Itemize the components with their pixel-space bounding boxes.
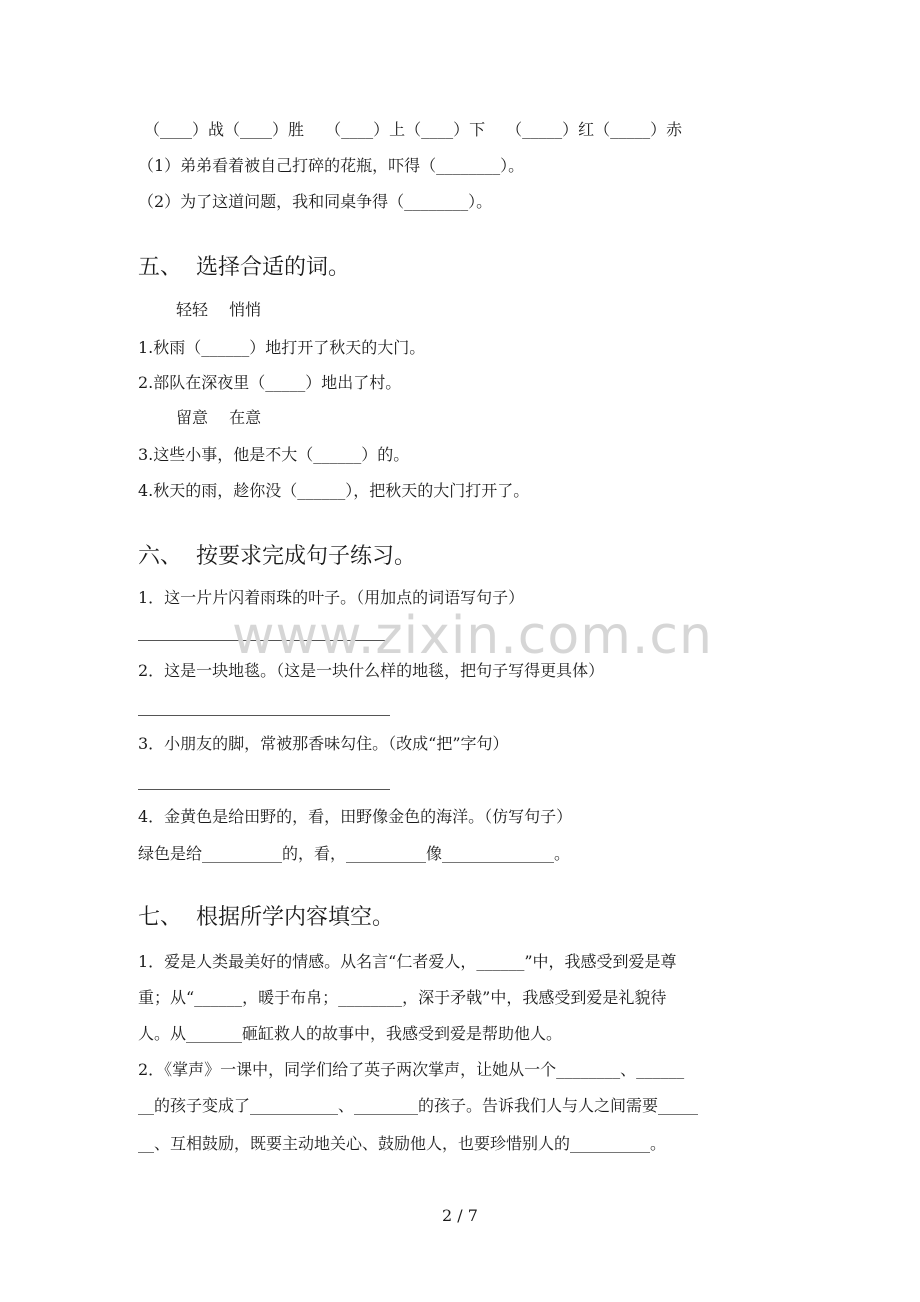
section-5-item: 3.这些小事，他是不大（______）的。 (138, 445, 410, 464)
section-7-line: 2．《掌声》一课中，同学们给了英子两次掌声，让她从一个________、______ (138, 1060, 685, 1079)
section-7-line: 人。从_______砸缸救人的故事中，我感受到爱是帮助他人。 (138, 1024, 563, 1043)
section-7-line: 重；从“______，暖于布帛；________，深于矛戟”中，我感受到爱是礼貌待 (138, 988, 667, 1007)
section-6-item: 1．这一片片闪着雨珠的叶子。（用加点的词语写句子） (138, 588, 525, 607)
section-6-item: 3．小朋友的脚，常被那香味勾住。（改成“把”字句） (138, 734, 509, 753)
answer-line[interactable] (138, 715, 390, 716)
section-6-fill-in: 绿色是给__________的，看，__________像______________。 (138, 844, 571, 863)
section-5-word-choices-1: 轻轻 悄悄 (176, 300, 262, 319)
section-5-item: 2.部队在深夜里（_____）地出了村。 (138, 373, 402, 392)
section-5-item: 1.秋雨（______）地打开了秋天的大门。 (138, 338, 426, 357)
top-antonyms: （____）战（____）胜 （____）上（____）下 （_____）红（_____）赤 (144, 120, 683, 139)
section-7-line: __、互相鼓励，既要主动地关心、鼓励他人，也要珍惜别人的__________。 (138, 1134, 667, 1153)
watermark: www.zixin.com.cn (232, 606, 713, 666)
section-6-item: 2．这是一块地毯。（这是一块什么样的地毯，把句子写得更具体） (138, 661, 605, 680)
section-6-item: 4．金黄色是给田野的，看，田野像金色的海洋。（仿写句子） (138, 807, 573, 826)
answer-line[interactable] (138, 789, 390, 790)
section-6-title: 六、 按要求完成句子练习。 (138, 544, 416, 569)
section-7-title: 七、 根据所学内容填空。 (138, 905, 394, 930)
page-number: 2 / 7 (442, 1206, 478, 1225)
section-5-title: 五、 选择合适的词。 (138, 255, 350, 280)
section-5-item: 4.秋天的雨，趁你没（______），把秋天的大门打开了。 (138, 481, 530, 500)
section-7-line: __的孩子变成了___________、________的孩子。告诉我们人与人之间需要_____ (138, 1096, 699, 1115)
section-7-line: 1．爱是人类最美好的情感。从名言“仁者爱人，______”中，我感受到爱是尊 (138, 952, 677, 971)
top-question-1: （1）弟弟看着被自己打碎的花瓶，吓得（________）。 (138, 156, 525, 175)
top-question-2: （2）为了这道问题，我和同桌争得（________）。 (138, 192, 493, 211)
section-5-word-choices-2: 留意 在意 (176, 408, 262, 427)
